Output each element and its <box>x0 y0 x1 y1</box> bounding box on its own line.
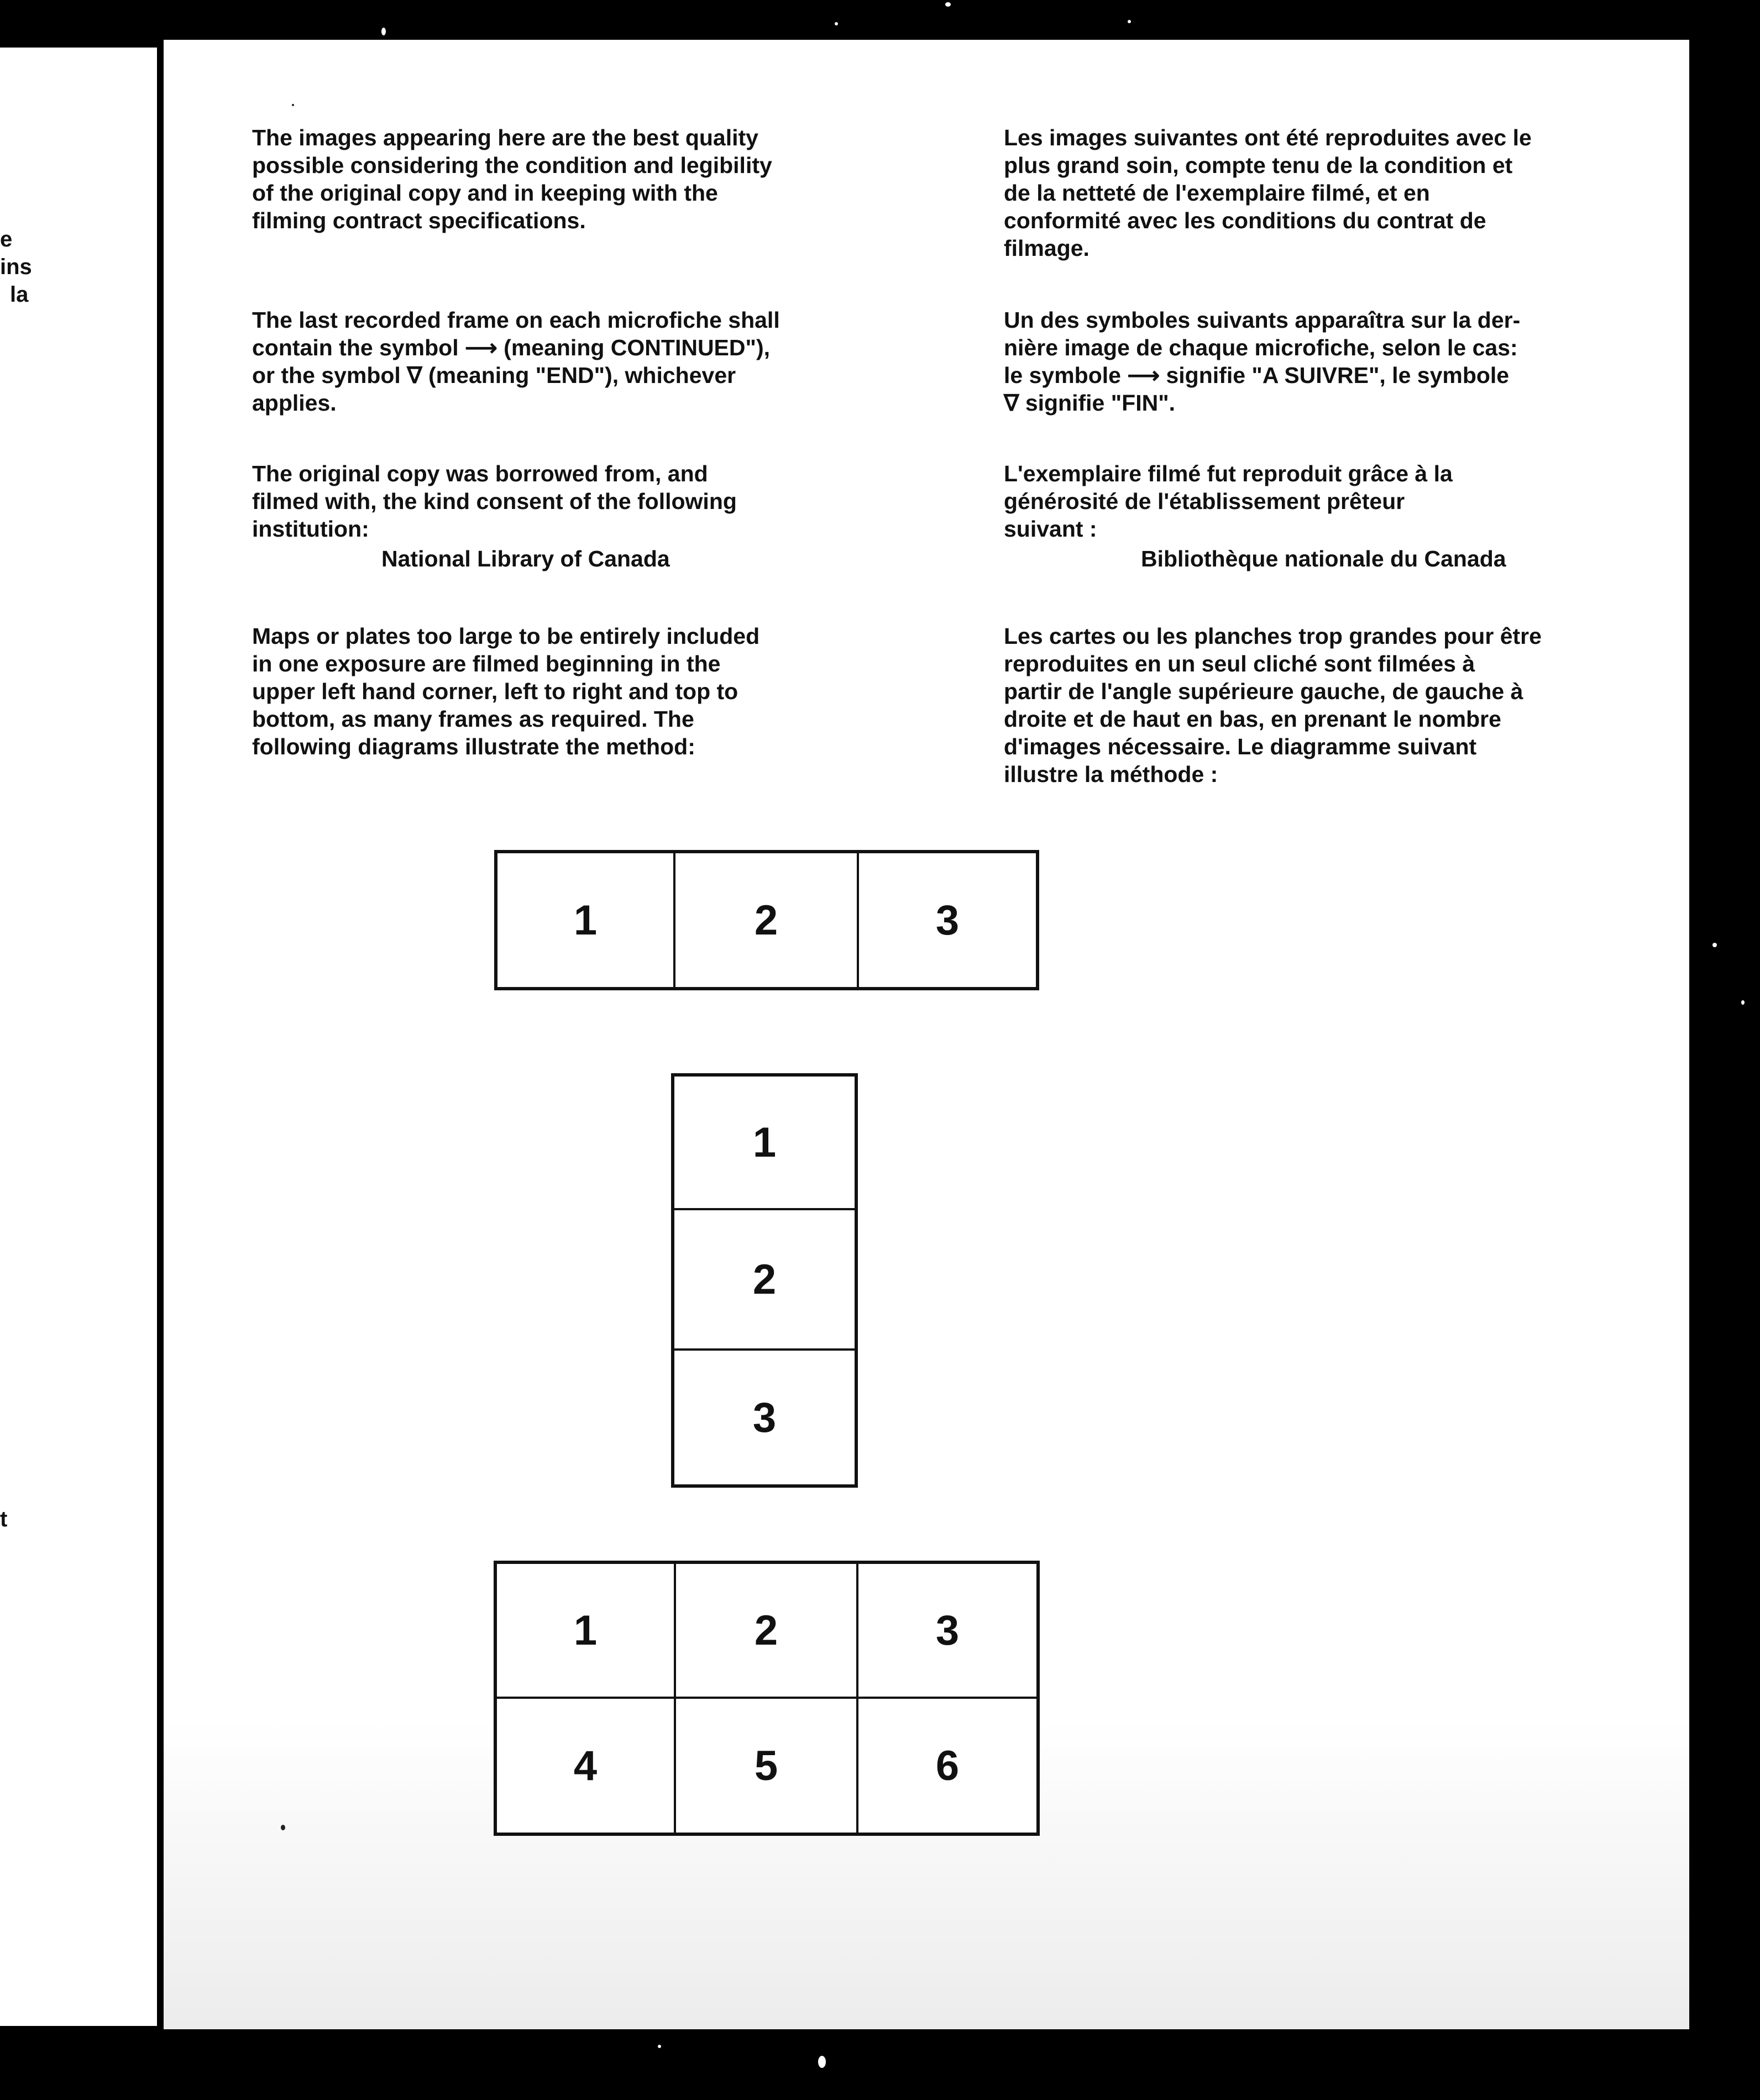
film-speck <box>1128 20 1131 23</box>
frame-cell: 1 <box>497 1564 676 1699</box>
film-speck <box>658 2045 661 2048</box>
english-quality-paragraph: The images appearing here are the best quality possible considering the condition and legibility of the original copy and in keeping with the filming contract specifications. <box>252 125 772 233</box>
dust-mark <box>292 104 294 106</box>
film-speck <box>818 2056 826 2068</box>
film-speck <box>945 2 951 7</box>
prev-fragment: t <box>0 1507 8 1531</box>
film-speck <box>835 22 838 25</box>
frame-cell: 3 <box>752 1394 777 1441</box>
row-diagram <box>494 850 1039 990</box>
frame-cell: 3 <box>935 896 960 944</box>
frame-cell: 6 <box>935 1742 960 1789</box>
film-speck <box>381 28 386 35</box>
column-diagram <box>671 1073 858 1488</box>
film-speck <box>1712 943 1717 947</box>
prev-fragment: e <box>0 227 13 251</box>
prev-fragment: ins <box>0 255 32 279</box>
frame-cell: 2 <box>674 1210 855 1351</box>
dust-mark <box>281 1825 285 1830</box>
frame-cell: 1 <box>497 853 675 987</box>
prev-fragment: la <box>10 282 29 307</box>
frame-cell: 5 <box>676 1699 858 1833</box>
grid-diagram <box>494 1561 1040 1836</box>
french-method-paragraph: Les cartes ou les planches trop grandes pour être reproduites en un seul cliché sont filmées à partir de l'angle supérieure gauche, de gauche à droite et de haut en bas, en prenant le nombre d'images nécessaire. Le diagramme suivant illustre la méthode : <box>1004 623 1542 787</box>
french-quality-paragraph: Les images suivantes ont été reproduites avec le plus grand soin, compte tenu de la condition et de la netteté de l'exemplaire filmé, et en conformité avec les conditions du contrat de filmage. <box>1004 125 1532 261</box>
frame-cell: 2 <box>675 853 859 987</box>
previous-page-strip <box>0 48 157 2026</box>
film-speck <box>149 2001 154 2023</box>
french-institution-paragraph: L'exemplaire filmé fut reproduit grâce à la générosité de l'établissement prêteur suivant : <box>1004 461 1453 542</box>
english-symbol-paragraph: The last recorded frame on each microfiche shall contain the symbol ⟶ (meaning CONTINUED"), or the symbol ∇ (meaning "END"), whichever applies. <box>252 307 780 416</box>
frame-cell: 2 <box>676 1564 858 1699</box>
frame-cell: 4 <box>497 1699 676 1833</box>
film-speck <box>1741 1000 1745 1005</box>
frame-cell: 1 <box>674 1077 855 1210</box>
english-institution-paragraph: The original copy was borrowed from, and filmed with, the kind consent of the following institution: <box>252 461 737 542</box>
english-institution-name: National Library of Canada <box>381 546 670 571</box>
french-symbol-paragraph: Un des symboles suivants apparaîtra sur la der- nière image de chaque microfiche, selon le cas: le symbole ⟶ signifie "A SUIVRE", le symbole ∇ signifie "FIN". <box>1004 307 1521 416</box>
frame-cell: 3 <box>858 1564 1036 1699</box>
french-institution-name: Bibliothèque nationale du Canada <box>1141 546 1506 571</box>
english-method-paragraph: Maps or plates too large to be entirely included in one exposure are filmed beginning in the upper left hand corner, left to right and top to bottom, as many frames as required. The following diagrams illustrate the method: <box>252 623 760 759</box>
